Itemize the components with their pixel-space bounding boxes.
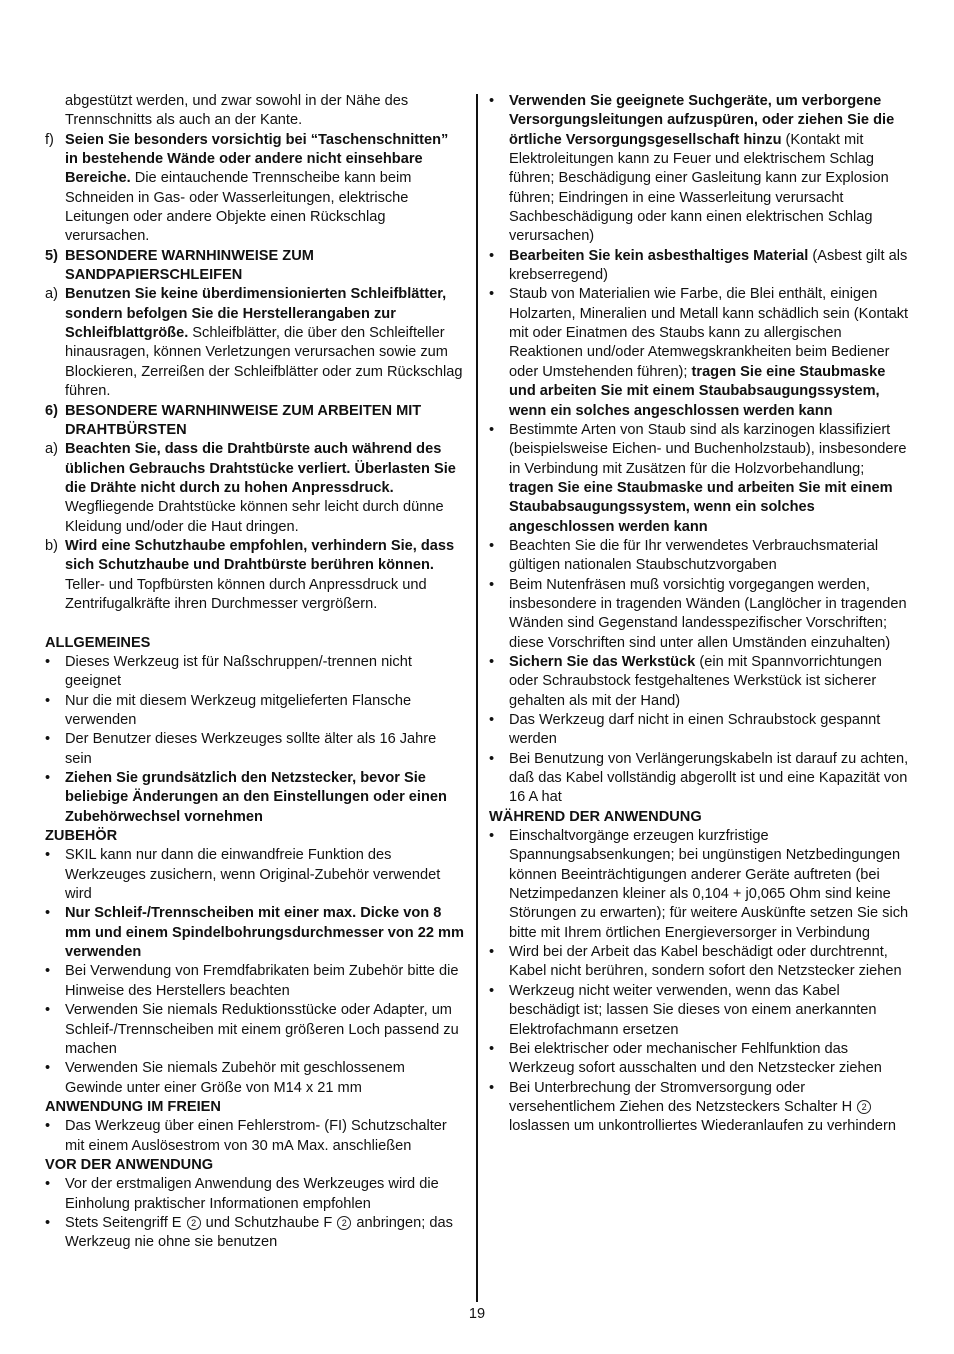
warning-bold: Bearbeiten Sie kein asbesthaltiges Material: [509, 247, 809, 264]
bullet-icon: •: [45, 1214, 51, 1231]
list-item: [489, 943, 911, 982]
bullet-icon: •: [45, 731, 51, 748]
warning-bold: Wird eine Schutzhaube empfohlen, verhindern Sie, dass sich Schutzhaube und Drahtbürste berühren können.: [65, 537, 455, 574]
bullet-icon: •: [489, 247, 495, 264]
bullet-icon: •: [45, 1176, 51, 1193]
list-item-text: SKIL kann nur dann die einwandfreie Funktion des Werkzeuges zusichern, wenn Original-Zubehör verwendet wird: [65, 847, 441, 903]
list-item-text: loslassen um unkontrolliertes Wiederanlaufen zu verhindern: [509, 1118, 896, 1135]
figure-ref-2-icon: 2: [337, 1216, 351, 1230]
list-item-text: Nur Schleif-/Trennscheiben mit einer max. Dicke von 8 mm und einem Spindelbohrungsdurchmesser von 22 mm verwenden: [65, 905, 464, 961]
list-item-text: Verwenden Sie niemals Reduktionsstücke oder Adapter, um Schleif-/Trennscheiben mit einem größeren Loch passend zu machen: [65, 1002, 459, 1057]
bullet-icon: •: [489, 944, 495, 961]
list-item-text: Verwenden Sie niemals Zubehör mit geschlossenem Gewinde unter einer Größe von M14 x 21 mm: [65, 1060, 405, 1096]
bullet-icon: •: [45, 1060, 51, 1077]
list-item: [489, 285, 911, 420]
list-item: [45, 1214, 465, 1253]
list-item-text: Der Benutzer dieses Werkzeuges sollte älter als 16 Jahre sein: [65, 731, 437, 767]
list-item-text: Bei elektrischer oder mechanischer Fehlfunktion das Werkzeug sofort ausschalten und den Netzstecker ziehen: [509, 1040, 882, 1077]
list-item: [489, 421, 911, 537]
list-item: [45, 962, 465, 1001]
section-heading-5: [45, 247, 465, 286]
bullet-icon: •: [489, 576, 495, 593]
list-item: [489, 982, 911, 1040]
bullet-icon: •: [45, 692, 51, 709]
list-item: [489, 1079, 911, 1137]
bullet-icon: •: [45, 963, 51, 980]
list-item: [45, 692, 465, 731]
list-item-text: Bei Verwendung von Fremdfabrikaten beim Zubehör bitte die Hinweise des Herstellers beachten: [65, 963, 459, 999]
warning-bold: Benutzen Sie keine überdimensionierten Schleifblätter, sondern befolgen Sie die Herstellerangaben zur Schleifblattgröße.: [65, 286, 447, 342]
bullet-icon: •: [489, 421, 495, 438]
list-item-6a: [45, 440, 465, 537]
heading-waehrend-der-anwendung: WÄHREND DER ANWENDUNG: [489, 808, 702, 825]
bullet-icon: •: [489, 828, 495, 845]
page-number: 19: [468, 1306, 486, 1322]
bullet-icon: •: [45, 905, 51, 922]
warning-text: Staub von Materialien wie Farbe, die Blei enthält, einigen Holzarten, Mineralien und Metall kann schädlich sein (Kontakt mit oder Einatmen des Staubs kann zu allergischen Reaktionen und/oder Atemwegskrankheiten beim Bediener oder Umstehenden führen);: [509, 286, 909, 380]
figure-ref-2-icon: 2: [857, 1100, 871, 1114]
warning-text: Teller- und Topfbürsten können durch Anpressdruck und Zentrifugalkräfte ihren Durchmesser vergrößern.: [65, 576, 427, 612]
warning-text: (Kontakt mit Elektroleitungen kann zu Feuer und elektrischem Schlag führen; Beschädigung einer Gasleitung kann zur Explosion führen; Eindringen in eine Wasserleitung verursacht Sachbeschädigung oder kann einen elektrischen Schlag verursachen): [509, 131, 889, 245]
item-marker: f): [45, 131, 54, 148]
list-item: [489, 827, 911, 943]
section-heading-6: [45, 402, 465, 441]
warning-text: Wegfliegende Drahtstücke können sehr leicht durch dünne Kleidung und/oder die Haut dringen.: [65, 499, 444, 535]
list-item: [45, 653, 465, 692]
list-item: [489, 576, 911, 653]
list-item-text: Dieses Werkzeug ist für Naßschruppen/-trennen nicht geeignet: [65, 653, 412, 690]
list-item-text: Beachten Sie die für Ihr verwendetes Verbrauchsmaterial gültigen nationalen Staubschutzvorgaben: [509, 537, 879, 574]
item-marker: a): [45, 441, 58, 458]
bullet-icon: •: [45, 653, 51, 670]
warning-text: Bestimmte Arten von Staub sind als karzinogen klassifiziert (beispielsweise Eichen- und Buchenholzstaub), insbesondere in Verbindung mit Zusätzen für die Holzvorbehandlung;: [509, 421, 907, 477]
list-item: [489, 92, 911, 247]
spacer: [45, 614, 465, 633]
list-item-text: Das Werkzeug darf nicht in einen Schraubstock gespannt werden: [509, 712, 881, 748]
list-item: [45, 1175, 465, 1214]
list-item-5a: [45, 285, 465, 401]
list-item: [45, 904, 465, 962]
section-title: BESONDERE WARNHINWEISE ZUM SANDPAPIERSCHLEIFEN: [65, 247, 314, 284]
bullet-icon: •: [45, 847, 51, 864]
heading-allgemeines: ALLGEMEINES: [45, 634, 151, 651]
bullet-icon: •: [489, 1079, 495, 1096]
bullet-icon: •: [489, 1040, 495, 1057]
bullet-icon: •: [489, 537, 495, 554]
bullet-icon: •: [489, 982, 495, 999]
section-number: 6): [45, 402, 58, 419]
list-item: [489, 750, 911, 808]
item-marker: a): [45, 286, 58, 303]
section-title: BESONDERE WARNHINWEISE ZUM ARBEITEN MIT DRAHTBÜRSTEN: [65, 402, 422, 438]
list-item: [45, 730, 465, 769]
heading-zubehoer: ZUBEHÖR: [45, 828, 118, 845]
list-item: [45, 1001, 465, 1059]
list-item-text: Ziehen Sie grundsätzlich den Netzstecker, bevor Sie beliebige Änderungen an den Einstellungen oder einen Zubehörwechsel vornehmen: [65, 770, 447, 825]
list-item: [45, 1059, 465, 1098]
warning-bold: tragen Sie eine Staubmaske und arbeiten Sie mit einem Staubabsaugungssystem, wenn ein solches angeschlossen werden kann: [509, 479, 893, 535]
warning-text: Schleifblätter, die über den Schleifteller hinausragen, können Verletzungen verursachen sowie zum Blockieren, Zerreißen der Schleifblätter oder zum Rückschlag führen.: [65, 325, 463, 400]
heading-vor-der-anwendung: VOR DER ANWENDUNG: [45, 1156, 214, 1173]
list-item-f: [45, 131, 465, 247]
bullet-icon: •: [489, 286, 495, 303]
warning-bold: tragen Sie eine Staubmaske und arbeiten Sie mit einem Staubabsaugungssystem, wenn ein solches angeschlossen werden kann: [509, 363, 886, 419]
list-item-text: Das Werkzeug über einen Fehlerstrom- (FI) Schutzschalter mit einem Auslösestrom von 30 mA Max. anschließen: [65, 1118, 447, 1154]
list-item-text: Werkzeug nicht weiter verwenden, wenn das Kabel beschädigt ist; lassen Sie dieses von einem anerkannten Elektrofachmann ersetzen: [509, 982, 877, 1038]
list-item-text: Stets Seitengriff E: [65, 1214, 186, 1231]
list-item: [489, 711, 911, 750]
list-item: [489, 1040, 911, 1079]
list-item-text: Beim Nutenfräsen muß vorsichtig vorgegangen werden, insbesondere in tragenden Wänden (Langlöcher in tragenden Wänden sind Gegenstand landesspezifischer Vorschriften; diese Vorschriften sind unter allen Umständen einzuhalten): [509, 576, 907, 651]
bullet-icon: •: [489, 93, 495, 109]
warning-bold: Seien Sie besonders vorsichtig bei “Taschenschnitten” in bestehende Wände oder andere nicht einsehbare Bereiche.: [65, 131, 449, 187]
list-item-6b: [45, 537, 465, 614]
list-item-text: Bei Benutzung von Verlängerungskabeln ist darauf zu achten, daß das Kabel vollständig abgerollt ist und eine Kapazität von 16 A hat: [509, 750, 909, 806]
list-item-text: Bei Unterbrechung der Stromversorgung oder versehentlichem Ziehen des Netzsteckers Schalter H: [509, 1079, 857, 1115]
warning-text: (Asbest gilt als krebserregend): [509, 247, 908, 284]
list-item: [45, 769, 465, 827]
bullet-icon: •: [489, 712, 495, 728]
bullet-icon: •: [45, 770, 51, 787]
list-item-text: Nur die mit diesem Werkzeug mitgelieferten Flansche verwenden: [65, 692, 412, 728]
list-item: [489, 537, 911, 576]
warning-text: (ein mit Spannvorrichtungen oder Schraubstock festgehaltenes Werkstück ist sicherer gehalten als mit der Hand): [509, 653, 882, 709]
right-column: [489, 92, 911, 1137]
warning-bold: Sichern Sie das Werkstück: [509, 653, 696, 670]
heading-anwendung-im-freien: ANWENDUNG IM FREIEN: [45, 1098, 221, 1115]
bullet-icon: •: [489, 750, 495, 767]
list-item: [489, 247, 911, 286]
bullet-icon: •: [489, 653, 495, 670]
list-item-text: anbringen; das Werkzeug nie ohne sie benutzen: [65, 1214, 453, 1251]
list-item: [45, 846, 465, 904]
figure-ref-2-icon: 2: [187, 1216, 201, 1230]
list-item-text: Vor der erstmaligen Anwendung des Werkzeuges wird die Einholung praktischer Informationen empfohlen: [65, 1176, 439, 1212]
list-item: [45, 1117, 465, 1156]
column-divider: [476, 94, 478, 1302]
list-item: [489, 653, 911, 711]
list-item-text: Wird bei der Arbeit das Kabel beschädigt oder durchtrennt, Kabel nicht berühren, sondern sofort den Netzstecker ziehen: [509, 944, 902, 980]
section-number: 5): [45, 247, 58, 264]
left-column: [45, 92, 465, 1253]
warning-bold: Beachten Sie, dass die Drahtbürste auch während des üblichen Gebrauchs Drahtstücke verliert. Überlasten Sie die Drähte nicht durch zu hohen Anpressdruck.: [65, 441, 456, 496]
list-item-text: Einschaltvorgänge erzeugen kurzfristige Spannungsabsenkungen; bei ungünstigen Netzbedingungen können Beeinträchtigungen anderer Geräte auftreten (bei Netzimpedanzen kleiner als 0,104 + j0,065 Ohm sind keine Störungen zu erwarten); für weitere Auskünfte setzen Sie sich bitte mit Ihrem örtlichen Energieversorger in Verbindung: [509, 828, 909, 941]
warning-text: Die eintauchende Trennscheibe kann beim Schneiden in Gas- oder Wasserleitungen, elektrische Leitungen oder andere Objekte einen Rückschlag verursachen.: [65, 170, 412, 245]
list-item-text: und Schutzhaube F: [201, 1214, 337, 1231]
intro-text: abgestützt werden, und zwar sowohl in der Nähe des Trennschnitts als auch an der Kante.: [65, 93, 409, 129]
bullet-icon: •: [45, 1118, 51, 1135]
bullet-icon: •: [45, 1002, 51, 1019]
item-marker: b): [45, 537, 58, 554]
warning-bold: Verwenden Sie geeignete Suchgeräte, um verborgene Versorgungsleitungen aufzuspüren, oder ziehen Sie die örtliche Versorgungsgesellschaft hinzu: [509, 93, 895, 148]
